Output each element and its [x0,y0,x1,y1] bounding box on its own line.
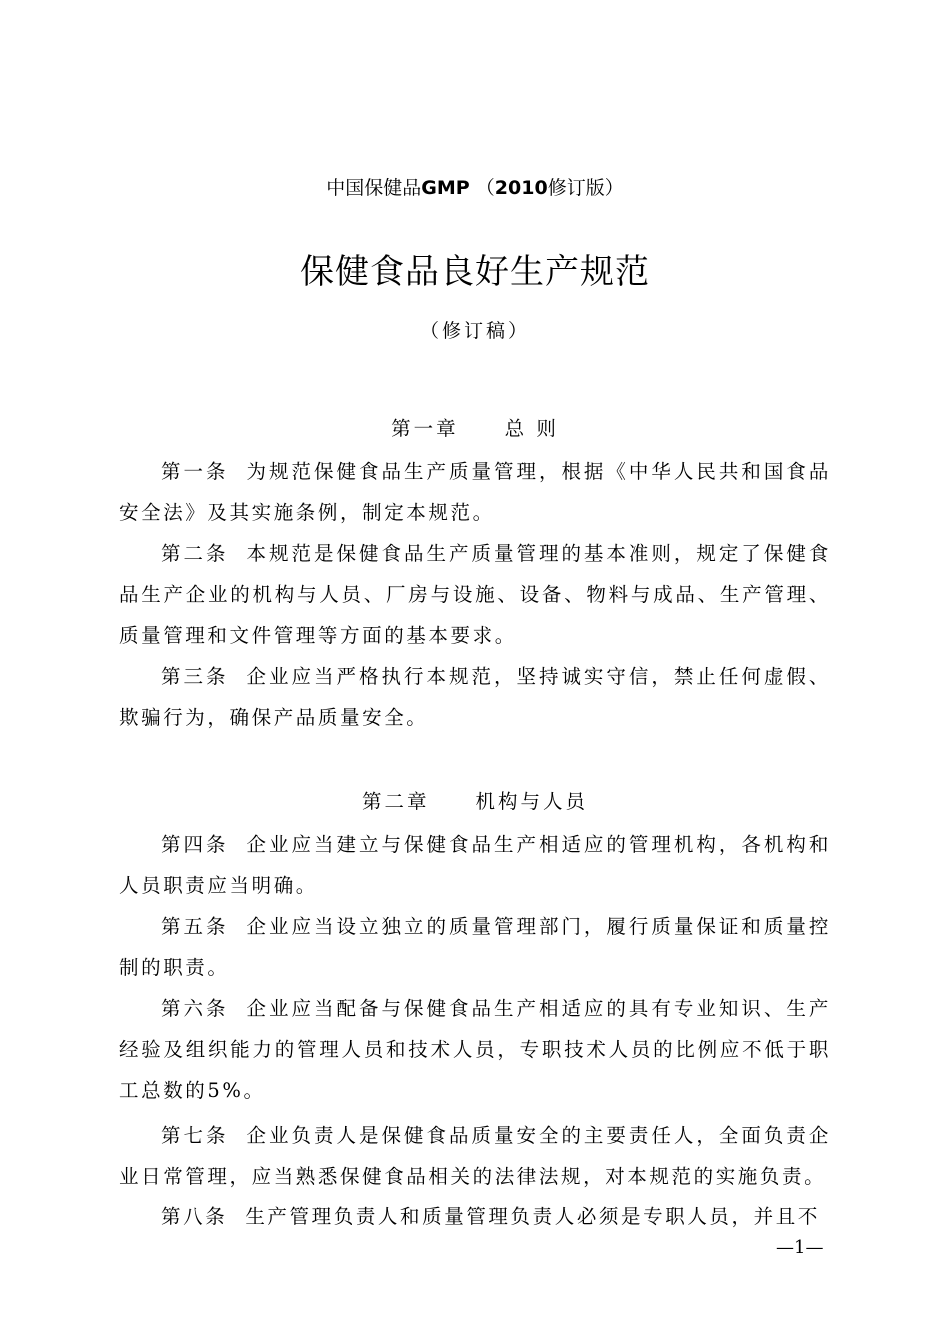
chapter-name: 机构与人员 [475,790,589,813]
chapter-heading [0,414,950,444]
article-number: 第四条 [161,833,229,856]
document-subtitle: （修订稿） [419,320,530,342]
article-text: 企业应当建立与保健食品生产相适应的管理机构，各机构和人员职责应当明确。 [119,833,831,897]
document-title: 保健食品良好生产规范 [300,252,650,292]
article [119,451,831,533]
article [119,824,831,906]
article-text: 企业应当严格执行本规范，坚持诚实守信，禁止任何虚假、欺骗行为，确保产品质量安全。 [119,665,831,729]
article [119,1196,831,1237]
article [119,988,831,1111]
page-number: —1— [776,1237,824,1258]
article-number: 第六条 [161,997,229,1020]
article-number: 第五条 [161,915,229,938]
document-header [0,174,950,202]
chapter-number: 第一章 [391,417,459,440]
chapter-heading [0,787,950,817]
article-number: 第三条 [161,665,229,688]
article-text: 为规范保健食品生产质量管理，根据《中华人民共和国食品安全法》及其实施条例，制定本规范。 [119,460,831,524]
article [119,1115,831,1197]
article [119,656,831,738]
article-text: 生产管理负责人和质量管理负责人必须是专职人员，并且不 [245,1205,820,1228]
article-number: 第一条 [161,460,229,483]
article-number: 第八条 [161,1205,228,1228]
header-suffix: 修订版） [547,177,624,199]
article-text: 企业应当设立独立的质量管理部门，履行质量保证和质量控制的职责。 [119,915,831,979]
header-prefix: 中国保健品 [326,177,422,199]
article-number: 第七条 [161,1124,229,1147]
chapter-name: 总 则 [504,417,559,440]
article [119,906,831,988]
chapter-number: 第二章 [361,790,430,813]
article [119,533,831,656]
article-text: 企业应当配备与保健食品生产相适应的具有专业知识、生产经验及组织能力的管理人员和技术人员，专职技术人员的比例应不低于职工总数的5%。 [119,997,831,1102]
header-gmp: GMP [421,177,470,199]
article-text: 企业负责人是保健食品质量安全的主要责任人，全面负责企业日常管理，应当熟悉保健食品相关的法律法规，对本规范的实施负责。 [119,1124,831,1188]
header-year: 2010 [494,177,548,199]
header-paren-open: （ [475,177,495,199]
article-text: 本规范是保健食品生产质量管理的基本准则，规定了保健食品生产企业的机构与人员、厂房与设施、设备、物料与成品、生产管理、质量管理和文件管理等方面的基本要求。 [119,542,831,647]
article-number: 第二条 [161,542,229,565]
